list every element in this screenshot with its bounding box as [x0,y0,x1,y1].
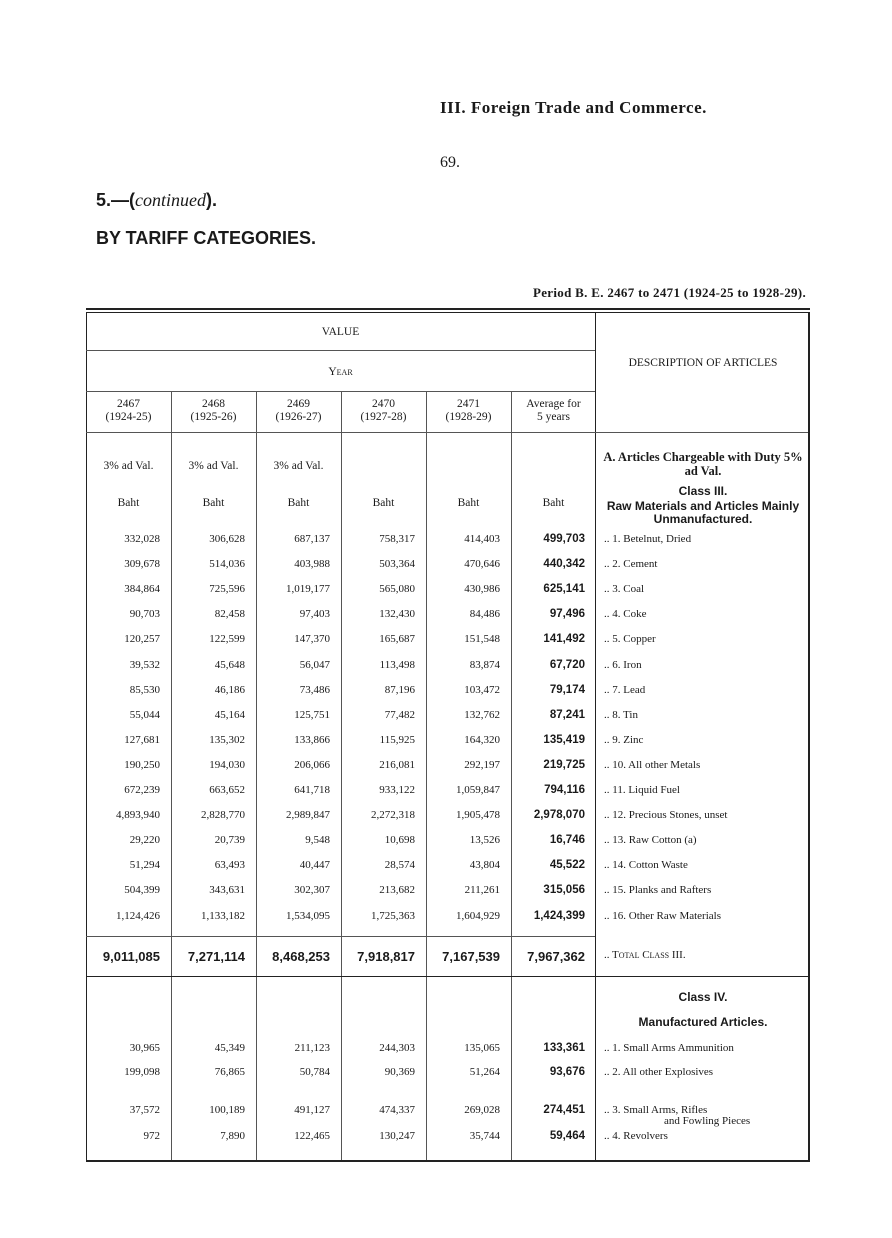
table-cell: 7,967,362 [527,949,585,964]
table-cell: 1,905,478 [456,809,500,822]
table-cell: 565,080 [379,583,415,596]
table-cell: 90,703 [129,608,160,621]
table-cell: 133,866 [294,733,330,746]
table-cell: 83,874 [469,658,500,671]
table-cell: 1,124,426 [116,909,160,922]
row-description-continued: and Fowling Pieces [664,1115,751,1127]
table-cell: 13,526 [469,834,500,847]
table-cell: 51,264 [469,1066,500,1078]
row-description: .. 4. Revolvers [604,1130,668,1142]
table-cell: 93,676 [549,1066,585,1078]
table-cell: 82,458 [214,608,245,621]
table-cell: 194,030 [209,758,245,771]
table-cell: 503,364 [379,558,415,571]
row-description: .. 2. All other Explosives [604,1066,714,1078]
row-description: .. 3. Small Arms, Rifles [604,1104,708,1116]
table-cell: 2,272,318 [371,809,415,822]
column-header-rate: 3% ad Val. [188,460,239,472]
table-cell: 120,257 [124,633,160,646]
table-cell: 151,548 [464,633,500,646]
table-cell: 164,320 [464,733,500,746]
column-header-rate: 3% ad Val. [273,460,324,472]
table-cell: 663,652 [209,784,245,796]
table-cell: 100,189 [209,1104,245,1116]
column-header-year: 2470 [372,398,395,410]
table-cell: 933,122 [379,784,415,796]
table-cell: 7,271,114 [187,949,245,964]
table-cell: 55,044 [129,708,160,721]
table-cell: 1,019,177 [286,583,330,596]
column-header-sub: (1924-25) [105,411,152,423]
row-description: .. Total Class III. [604,949,686,961]
table-cell: 30,965 [129,1042,160,1054]
table-cell: 28,574 [384,859,415,872]
table-cell: 972 [143,1130,160,1142]
table-cell: 211,261 [464,884,500,897]
table-cell: 132,430 [379,608,415,621]
row-description: .. 2. Cement [604,558,658,571]
table-cell: 133,361 [543,1042,585,1054]
table-cell: 130,247 [379,1130,415,1142]
table-cell: 1,534,095 [286,909,330,922]
period-title: Period B. E. 2467 to 2471 (1924-25 to 1928-29). [533,285,806,300]
table-cell: 45,522 [549,859,585,872]
row-description: .. 10. All other Metals [604,758,701,771]
table-cell: 274,451 [543,1104,585,1116]
table-cell: 29,220 [129,834,160,847]
column-header-unit: Baht [287,497,310,509]
class4-title: Class IV. [678,990,728,1004]
page-number: 69. [440,154,460,171]
table-cell: 504,399 [124,884,160,897]
table-cell: 77,482 [384,708,415,721]
table-cell: 641,718 [294,784,330,796]
table-cell: 430,986 [464,583,500,596]
row-description: .. 7. Lead [604,683,646,696]
table-cell: 16,746 [549,834,585,847]
table-cell: 190,250 [124,758,160,771]
value-header: VALUE [321,326,360,338]
table-cell: 343,631 [209,884,245,897]
table-cell: 132,762 [464,708,500,721]
table-cell: 474,337 [379,1104,415,1116]
table-cell: 135,419 [543,733,585,746]
table-cell: 384,864 [124,583,160,596]
row-description: .. 13. Raw Cotton (a) [604,834,697,847]
table-cell: 135,302 [209,733,245,746]
table-cell: 147,370 [294,633,330,646]
table-cell: 125,751 [294,708,330,721]
row-description: .. 1. Betelnut, Dried [604,533,692,545]
table-cell: 45,648 [214,658,245,671]
column-header-unit: Baht [117,497,140,509]
table-cell: 219,725 [543,758,585,771]
column-header-year: 2469 [287,398,310,410]
table-cell: 213,682 [379,884,415,897]
table-cell: 7,890 [220,1130,245,1142]
column-header-year: 2468 [202,398,225,410]
table-cell: 85,530 [129,683,160,696]
tariff-subtitle: BY TARIFF CATEGORIES. [96,228,317,248]
table-cell: 37,572 [129,1104,160,1116]
row-description: .. 9. Zinc [604,733,644,746]
table-cell: 794,116 [544,784,585,796]
row-description: .. 3. Coal [604,583,645,596]
continued-title: 5.—(continued). [96,190,217,210]
table-cell: 84,486 [469,608,500,621]
class4-subtitle: Manufactured Articles. [638,1015,768,1029]
table-cell: 306,628 [209,533,245,545]
table-cell: 206,066 [294,758,330,771]
column-header-sub: (1927-28) [360,411,407,423]
table-cell: 43,804 [469,859,500,872]
table-cell: 63,493 [214,859,245,872]
table-cell: 122,599 [209,633,245,646]
row-description: .. 11. Liquid Fuel [604,784,680,796]
class3-subtitle: Raw Materials and Articles Mainly Unmanufactured. [606,499,800,526]
table-cell: 2,989,847 [286,809,330,822]
row-description: .. 15. Planks and Rafters [604,884,712,897]
table-cell: 97,496 [549,608,585,621]
table-cell: 73,486 [299,683,330,696]
column-header-sub: (1925-26) [190,411,237,423]
table-cell: 87,241 [549,708,585,721]
table-cell: 1,604,929 [456,909,500,922]
table-cell: 141,492 [543,633,585,646]
table-cell: 199,098 [124,1066,160,1078]
table-cell: 672,239 [124,784,160,796]
table-cell: 470,646 [464,558,500,571]
table-cell: 67,720 [549,658,585,671]
table-cell: 292,197 [464,758,500,771]
year-header: Year [328,366,353,378]
table-cell: 1,424,399 [533,909,585,922]
table-cell: 491,127 [294,1104,330,1116]
row-description: .. 8. Tin [604,708,638,721]
table-cell: 625,141 [543,583,585,596]
table-cell: 302,307 [294,884,330,897]
table-cell: 414,403 [464,533,500,545]
table-cell: 315,056 [543,884,585,897]
table-cell: 687,137 [294,533,330,545]
class3-title: Class III. [678,484,728,498]
column-header-sub: (1928-29) [445,411,492,423]
table-cell: 7,918,817 [357,949,415,964]
column-header-year: 2467 [117,398,140,410]
column-header-year: 2471 [457,398,480,410]
table-cell: 1,725,363 [371,909,415,922]
row-description: .. 4. Coke [604,608,647,621]
table-cell: 4,893,940 [116,809,160,822]
table-cell: 97,403 [299,608,330,621]
table-cell: 56,047 [299,658,330,671]
table-cell: 45,349 [214,1042,245,1054]
table-cell: 758,317 [379,533,415,545]
table-cell: 50,784 [299,1066,330,1078]
table-cell: 9,011,085 [102,949,160,964]
row-description: .. 12. Precious Stones, unset [604,809,728,822]
table-cell: 76,865 [214,1066,245,1078]
table-cell: 79,174 [549,683,585,696]
table-cell: 514,036 [209,558,245,571]
table-cell: 2,978,070 [533,809,585,822]
table-cell: 115,925 [379,733,415,746]
section-header: III. Foreign Trade and Commerce. [440,98,707,117]
table-cell: 269,028 [464,1104,500,1116]
table-cell: 244,303 [379,1042,415,1054]
row-description: .. 14. Cotton Waste [604,859,688,872]
table-cell: 725,596 [209,583,245,596]
table-cell: 113,498 [379,658,415,671]
table-cell: 10,698 [384,834,415,847]
table-cell: 46,186 [214,683,245,696]
table-cell: 332,028 [124,533,160,545]
table-cell: 90,369 [384,1066,415,1078]
table-cell: 211,123 [294,1042,330,1054]
table-cell: 440,342 [543,558,585,571]
table-cell: 35,744 [469,1130,500,1142]
row-description: .. 5. Copper [604,633,656,646]
table-cell: 499,703 [543,533,585,545]
column-header-unit: Baht [457,497,480,509]
table-cell: 7,167,539 [442,949,500,964]
table-cell: 103,472 [464,683,500,696]
row-description: .. 16. Other Raw Materials [604,909,721,922]
table-cell: 122,465 [294,1130,330,1142]
row-description: .. 6. Iron [604,658,642,671]
table-cell: 51,294 [129,859,160,872]
column-header-sub: 5 years [537,411,570,423]
table-cell: 309,678 [124,558,160,571]
table-cell: 40,447 [299,859,330,872]
table-cell: 8,468,253 [272,949,330,964]
table-cell: 135,065 [464,1042,500,1054]
table-cell: 403,988 [294,558,330,571]
table-cell: 59,464 [549,1130,585,1142]
table-cell: 165,687 [379,633,415,646]
description-header: DESCRIPTION OF ARTICLES [628,357,778,369]
table-cell: 39,532 [129,658,160,671]
table-cell: 45,164 [214,708,245,721]
column-header-unit: Baht [202,497,225,509]
table-cell: 20,739 [214,834,245,847]
table-cell: 9,548 [305,834,330,847]
table-cell: 87,196 [384,683,415,696]
table-cell: 127,681 [124,733,160,746]
table-cell: 216,081 [379,758,415,771]
column-header-unit: Baht [542,497,565,509]
column-header-sub: (1926-27) [275,411,322,423]
table-cell: 2,828,770 [201,809,245,822]
table-cell: 1,133,182 [201,909,245,922]
column-header-rate: 3% ad Val. [103,460,154,472]
table-cell: 1,059,847 [456,784,500,796]
row-description: .. 1. Small Arms Ammunition [604,1042,734,1054]
column-header-year: Average for [526,398,581,410]
column-header-unit: Baht [372,497,395,509]
section-a-heading: A. Articles Chargeable with Duty 5% ad Val. [603,450,803,478]
